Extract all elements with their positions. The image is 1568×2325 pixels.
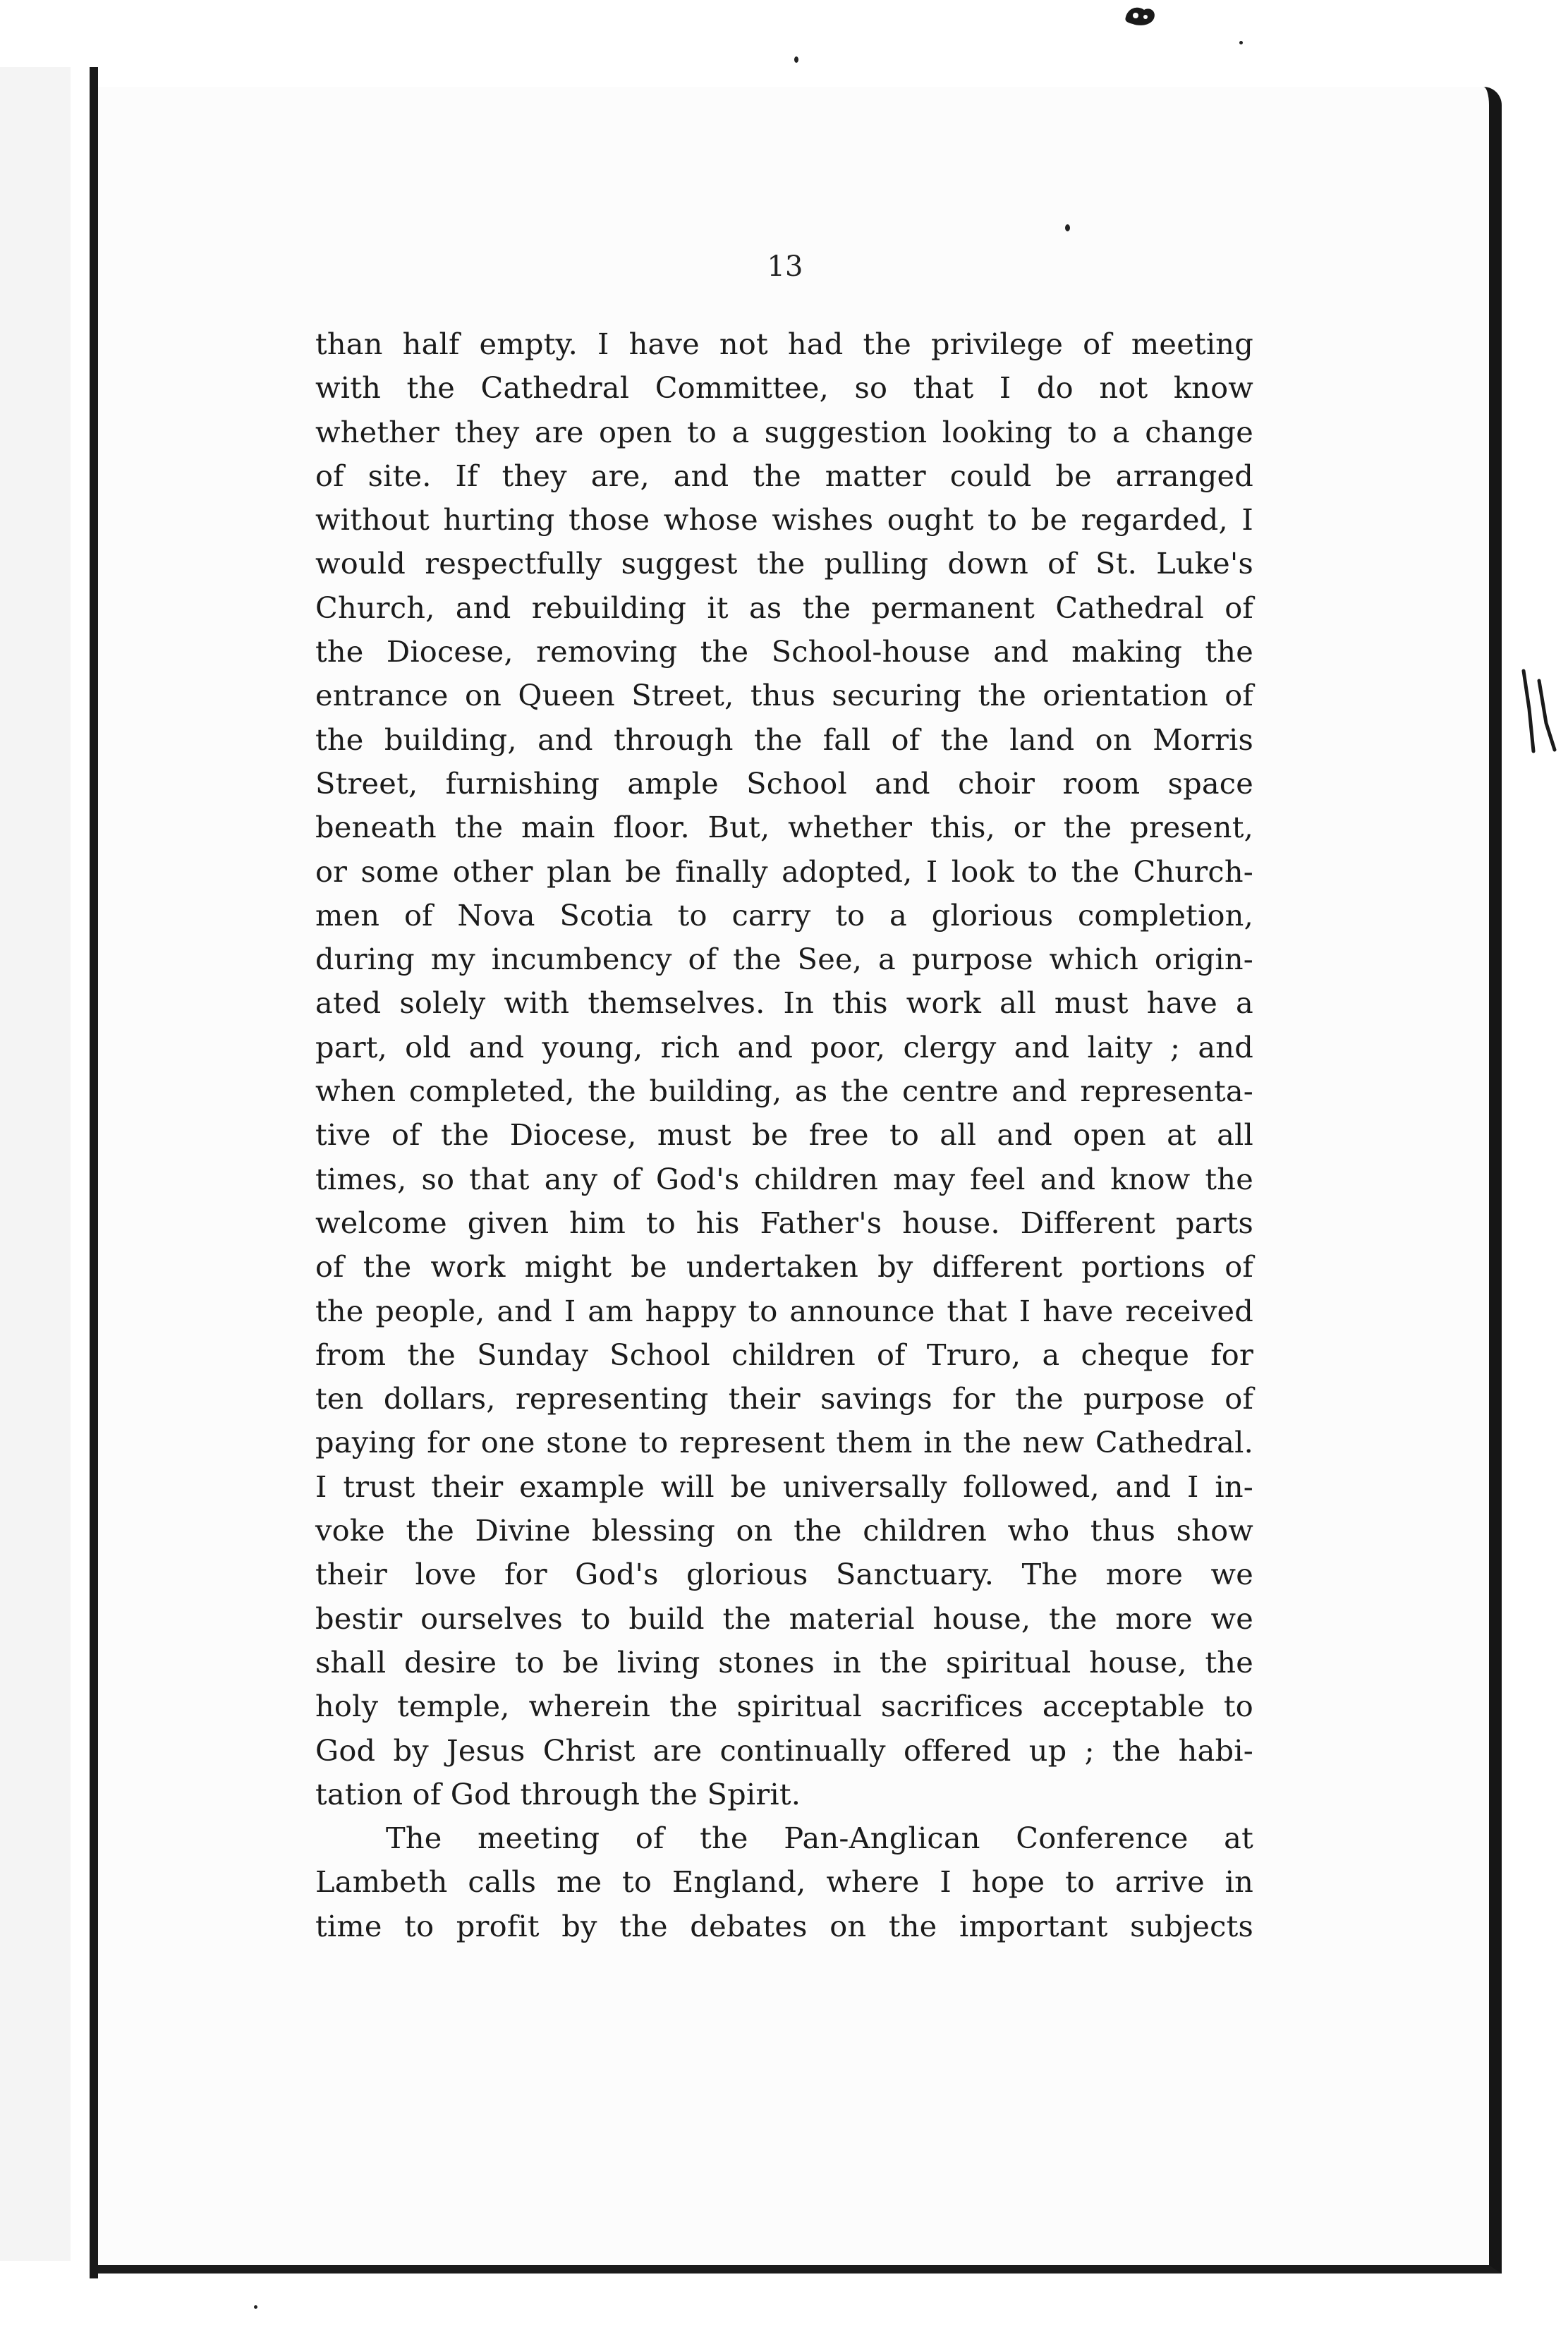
text-line: tive of the Diocese, must be free to all and open at all xyxy=(315,1117,1253,1153)
book-binding-shadow xyxy=(90,67,98,2278)
text-line: of the work might be undertaken by different portions of xyxy=(315,1249,1253,1285)
dust-speck xyxy=(1239,41,1243,44)
margin-pencil-mark xyxy=(1518,667,1560,758)
text-line: tation of God through the Spirit. xyxy=(315,1776,801,1811)
text-line: the building, and through the fall of the land on Morris xyxy=(315,722,1253,757)
text-line: of site. If they are, and the matter could be arranged xyxy=(315,458,1253,493)
text-line: would respectfully suggest the pulling down of St. Luke's xyxy=(315,546,1253,581)
text-line: the people, and I am happy to announce that I have received xyxy=(315,1293,1253,1328)
text-line: from the Sunday School children of Truro, a cheque for xyxy=(315,1337,1253,1372)
text-line: when completed, the building, as the centre and representa- xyxy=(315,1074,1253,1109)
text-line: than half empty. I have not had the privilege of meeting xyxy=(315,327,1253,361)
text-line: holy temple, wherein the spiritual sacrifices acceptable to xyxy=(315,1689,1253,1724)
text-line: shall desire to be living stones in the spiritual house, the xyxy=(315,1644,1253,1680)
text-line: The meeting of the Pan-Anglican Conference at xyxy=(386,1821,1253,1856)
text-line: with the Cathedral Committee, so that I do not know xyxy=(315,370,1253,406)
text-line: ated solely with themselves. In this work all must have a xyxy=(315,985,1253,1021)
dust-speck xyxy=(794,56,798,63)
text-line: the Diocese, removing the School-house and making the xyxy=(315,634,1253,669)
text-line: welcome given him to his Father's house. Different parts xyxy=(315,1205,1253,1240)
text-line: without hurting those whose wishes ought to be regarded, I xyxy=(315,502,1253,538)
text-line: bestir ourselves to build the material house, the more we xyxy=(315,1601,1253,1636)
text-line: their love for God's glorious Sanctuary. The more we xyxy=(315,1557,1253,1592)
text-line: God by Jesus Christ are continually offered up ; the habi- xyxy=(315,1732,1253,1768)
text-line: Lambeth calls me to England, where I hope to arrive in xyxy=(315,1864,1253,1900)
text-line: time to profit by the debates on the important subjects xyxy=(315,1908,1253,1943)
text-line: entrance on Queen Street, thus securing the orientation of xyxy=(315,678,1253,713)
text-line: ten dollars, representing their savings for the purpose of xyxy=(315,1381,1253,1416)
text-line: Church, and rebuilding it as the permanent Cathedral of xyxy=(315,590,1253,625)
body-text xyxy=(315,322,1253,1948)
ink-blot-mark xyxy=(1123,4,1158,28)
text-line: paying for one stone to represent them in the new Cathedral. xyxy=(315,1425,1253,1460)
dust-speck xyxy=(1065,224,1070,231)
text-line: times, so that any of God's children may feel and know the xyxy=(315,1161,1253,1196)
text-line: I trust their example will be universally followed, and I in- xyxy=(315,1469,1253,1504)
page-number: 13 xyxy=(767,250,803,283)
facing-page-edge xyxy=(0,67,71,2261)
text-line: whether they are open to a suggestion looking to a change xyxy=(315,414,1253,449)
text-line: voke the Divine blessing on the children who thus show xyxy=(315,1513,1253,1548)
text-line: Street, furnishing ample School and choir room space xyxy=(315,765,1253,801)
dust-speck xyxy=(254,2305,257,2309)
text-line: beneath the main floor. But, whether this, or the present, xyxy=(315,810,1253,845)
text-line: during my incumbency of the See, a purpose which origin- xyxy=(315,942,1253,977)
text-line: men of Nova Scotia to carry to a glorious completion, xyxy=(315,897,1253,933)
text-line: or some other plan be finally adopted, I look to the Church- xyxy=(315,854,1253,889)
text-line: part, old and young, rich and poor, clergy and laity ; and xyxy=(315,1029,1253,1064)
